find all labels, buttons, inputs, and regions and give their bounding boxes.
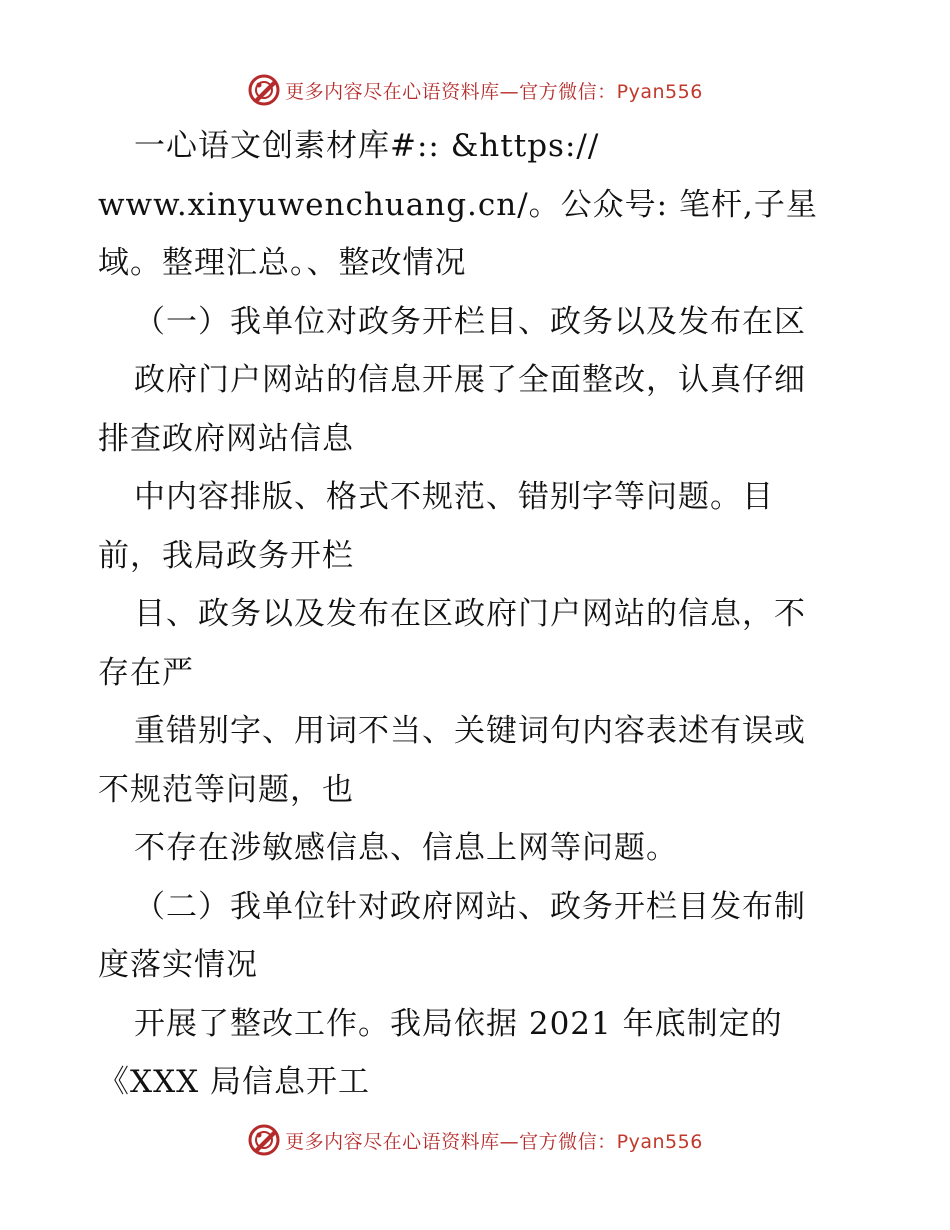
text-line: 排查政府网站信息 [98, 421, 354, 457]
text-line: 目、政务以及发布在区政府门户网站的信息，不 [134, 596, 806, 632]
text-line: 度落实情况 [98, 947, 258, 983]
text-line: 存在严 [98, 655, 194, 691]
text-line: 重错别字、用词不当、关键词句内容表述有误或 [134, 713, 806, 749]
text-line: 政府门户网站的信息开展了全面整改，认真仔细 [134, 362, 806, 398]
banner-text: 更多内容尽在心语资料库—官方微信：Pyan556 [285, 80, 703, 103]
header-watermark-banner [0, 70, 950, 110]
brand-logo-icon [247, 73, 281, 107]
text-line: 中内容排版、格式不规范、错别字等问题。目 [134, 479, 774, 515]
text-line: 不规范等问题，也 [98, 772, 354, 808]
text-line: www.xinyuwenchuang.cn/。公众号: 笔杆,子星 [98, 187, 818, 223]
text-line: （二）我单位针对政府网站、政务开栏目发布制 [134, 889, 806, 925]
banner-handle: Pyan556 [616, 1130, 703, 1153]
banner-handle: Pyan556 [616, 80, 703, 103]
text-line: 开展了整改工作。我局依据 2021 年底制定的 [134, 1006, 783, 1042]
footer-watermark-banner [0, 1120, 950, 1160]
text-line: （一）我单位对政务开栏目、政务以及发布在区 [134, 304, 806, 340]
text-line: 一心语文创素材库#:: &https:// [134, 128, 600, 164]
brand-logo-icon [247, 1123, 281, 1157]
text-line: 《XXX 局信息开工 [98, 1064, 371, 1100]
banner-text: 更多内容尽在心语资料库—官方微信：Pyan556 [285, 1130, 703, 1153]
text-line: 域。整理汇总。、整改情况 [98, 245, 467, 281]
text-line: 前，我局政务开栏 [98, 538, 354, 574]
text-line: 不存在涉敏感信息、信息上网等问题。 [134, 830, 678, 866]
